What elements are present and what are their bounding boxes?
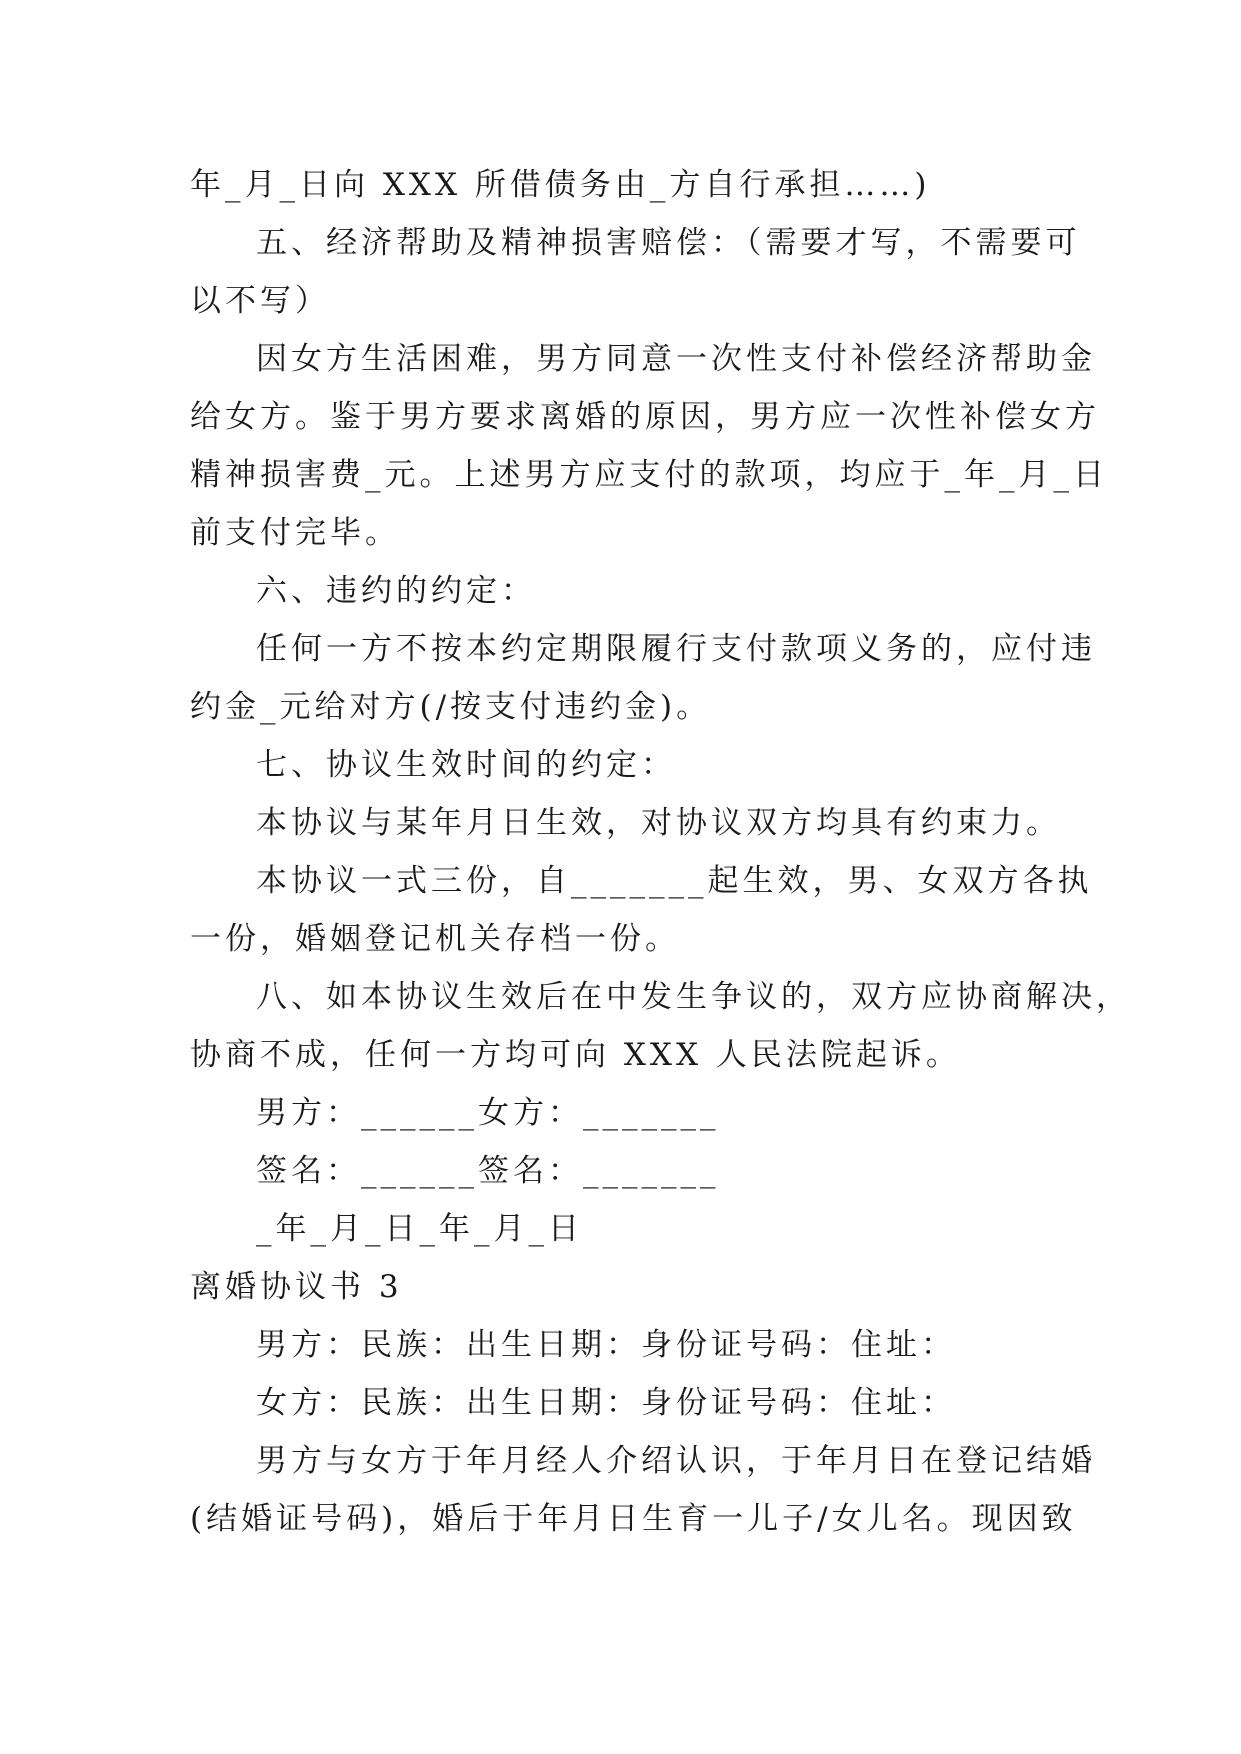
paragraph-line: 一份，婚姻登记机关存档一份。 [190, 921, 680, 957]
paragraph-line: 给女方。鉴于男方要求离婚的原因，男方应一次性补偿女方 [190, 399, 1100, 435]
paragraph-line: 本协议与某年月日生效，对协议双方均具有约束力。 [256, 805, 1061, 841]
document-title: 离婚协议书 3 [190, 1269, 403, 1305]
paragraph-line: 因女方生活困难，男方同意一次性支付补偿经济帮助金 [256, 341, 1096, 377]
paragraph-line: (结婚证号码)，婚后于年月日生育一儿子/女儿名。现因致 [190, 1501, 1077, 1537]
party-info-female: 女方：民族：出生日期：身份证号码：住址： [256, 1385, 956, 1421]
section-heading-7: 七、协议生效时间的约定： [256, 747, 676, 783]
party-info-male: 男方：民族：出生日期：身份证号码：住址： [256, 1327, 956, 1363]
paragraph-line: 协商不成，任何一方均可向 XXX 人民法院起诉。 [190, 1037, 961, 1073]
signature-name-line: 签名：______签名：_______ [256, 1153, 720, 1189]
text-line: 年_月_日向 XXX 所借债务由_方自行承担……) [190, 167, 931, 203]
paragraph-line: 精神损害费_元。上述男方应支付的款项，均应于_年_月_日 [190, 457, 1108, 493]
section-heading-8: 八、如本协议生效后在中发生争议的，双方应协商解决， [256, 979, 1131, 1015]
paragraph-line: 男方与女方于年月经人介绍认识，于年月日在登记结婚 [256, 1443, 1096, 1479]
section-heading-6: 六、违约的约定： [256, 573, 536, 609]
paragraph-line: 本协议一式三份，自_______起生效，男、女双方各执 [256, 863, 1093, 899]
paragraph-line: 任何一方不按本约定期限履行支付款项义务的，应付违 [256, 631, 1096, 667]
paragraph-line: 前支付完毕。 [190, 515, 400, 551]
signature-date-line: _年_月_日_年_月_日 [256, 1211, 583, 1247]
section-heading-5: 五、经济帮助及精神损害赔偿：（需要才写，不需要可 [256, 225, 1081, 261]
signature-party-line: 男方：______女方：_______ [256, 1095, 720, 1131]
text-line: 以不写） [190, 283, 330, 319]
paragraph-line: 约金_元给对方(/按支付违约金)。 [190, 689, 712, 725]
